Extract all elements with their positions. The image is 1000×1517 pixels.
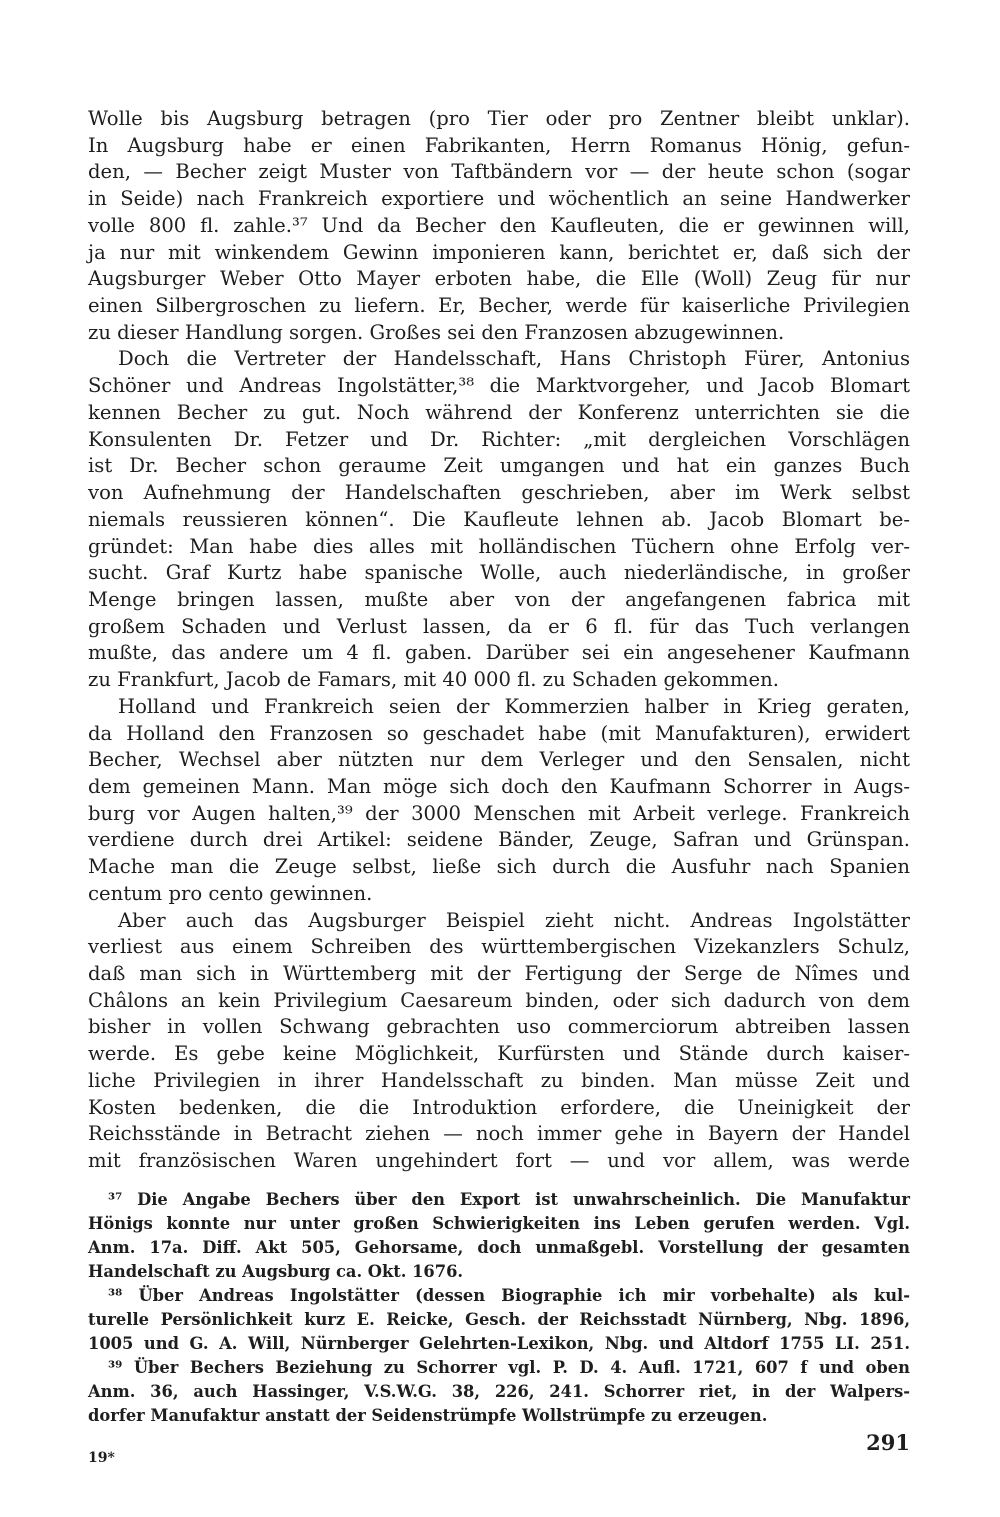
text-line: mit französischen Waren ungehindert fort — und vor allem, was werde bbox=[88, 1149, 910, 1173]
text-line: kennen Becher zu gut. Noch während der Konferenz unterrichten sie die bbox=[88, 400, 910, 424]
text-line: niemals reussieren können“. Die Kaufleute lehnen ab. Jacob Blomart be- bbox=[88, 507, 910, 531]
main-text bbox=[88, 106, 910, 1175]
text-line: Aber auch das Augsburger Beispiel zieht nicht. Andreas Ingolstätter bbox=[118, 908, 910, 932]
footnote-line: Anm. 36, auch Hassinger, V.S.W.G. 38, 226, 241. Schorrer riet, in der Walpers- bbox=[88, 1382, 910, 1401]
text-line: In Augsburg habe er einen Fabrikanten, Herrn Romanus Hönig, gefun- bbox=[88, 133, 910, 157]
text-line: centum pro cento gewinnen. bbox=[88, 881, 373, 905]
text-line: Holland und Frankreich seien der Kommerzien halber in Krieg geraten, bbox=[118, 694, 910, 718]
text-line: bisher in vollen Schwang gebrachten uso commerciorum abtreiben lassen bbox=[88, 1015, 910, 1039]
text-line: mußte, das andere um 4 fl. gaben. Darüber sei ein angesehener Kaufmann bbox=[88, 641, 910, 665]
text-line: volle 800 fl. zahle.³⁷ Und da Becher den Kaufleuten, die er gewinnen will, bbox=[88, 213, 910, 237]
text-line: werde. Es gebe keine Möglichkeit, Kurfürsten und Stände durch kaiser- bbox=[88, 1042, 910, 1066]
text-line: dem gemeinen Mann. Man möge sich doch den Kaufmann Schorrer in Augs- bbox=[88, 774, 910, 798]
footnote-line: ³⁹ Über Bechers Beziehung zu Schorrer vgl. P. D. 4. Aufl. 1721, 607 f und oben bbox=[108, 1358, 910, 1377]
text-line: in Seide) nach Frankreich exportiere und wöchentlich an seine Handwerker bbox=[88, 187, 910, 211]
text-line: ja nur mit winkendem Gewinn imponieren kann, berichtet er, daß sich der bbox=[88, 240, 910, 264]
text-line: sucht. Graf Kurtz habe spanische Wolle, auch niederländische, in großer bbox=[88, 561, 910, 585]
text-line: gründet: Man habe dies alles mit holländischen Tüchern ohne Erfolg ver- bbox=[88, 534, 910, 558]
footnote-line: 1005 und G. A. Will, Nürnberger Gelehrten-Lexikon, Nbg. und Altdorf 1755 LI. 251. bbox=[88, 1334, 910, 1353]
text-line: da Holland den Franzosen so geschadet habe (mit Manufakturen), erwidert bbox=[88, 721, 910, 745]
text-line: den, — Becher zeigt Muster von Taftbändern vor — der heute schon (sogar bbox=[88, 160, 910, 184]
text-line: Konsulenten Dr. Fetzer und Dr. Richter: „mit dergleichen Vorschlägen bbox=[88, 427, 910, 451]
footnote-line: Hönigs konnte nur unter großen Schwierigkeiten ins Leben gerufen werden. Vgl. bbox=[88, 1214, 910, 1233]
text-line: daß man sich in Württemberg mit der Fertigung der Serge de Nîmes und bbox=[88, 962, 910, 985]
footnote-line: ³⁷ Die Angabe Bechers über den Export ist unwahrscheinlich. Die Manufaktur bbox=[108, 1190, 910, 1209]
footnote-line: ³⁸ Über Andreas Ingolstätter (dessen Biographie ich mir vorbehalte) als kul- bbox=[108, 1286, 910, 1305]
text-line: Reichsstände in Betracht ziehen — noch immer gehe in Bayern der Handel bbox=[88, 1122, 910, 1146]
text-line: Doch die Vertreter der Handelsschaft, Hans Christoph Fürer, Antonius bbox=[118, 347, 910, 371]
text-line: Mache man die Zeuge selbst, ließe sich durch die Ausfuhr nach Spanien bbox=[88, 855, 910, 879]
text-line: Châlons an kein Privilegium Caesareum binden, oder sich dadurch von dem bbox=[88, 988, 910, 1012]
text-line: Kosten bedenken, die die Introduktion erfordere, die Uneinigkeit der bbox=[88, 1095, 910, 1119]
signature-mark: 19* bbox=[88, 1450, 115, 1466]
text-line: zu Frankfurt, Jacob de Famars, mit 40 000 fl. zu Schaden gekommen. bbox=[88, 668, 779, 692]
text-line: einen Silbergroschen zu liefern. Er, Becher, werde für kaiserliche Privilegien bbox=[88, 294, 910, 318]
text-line: Wolle bis Augsburg betragen (pro Tier oder pro Zentner bleibt unklar). bbox=[88, 107, 910, 130]
text-line: Schöner und Andreas Ingolstätter,³⁸ die Marktvorgeher, und Jacob Blomart bbox=[88, 374, 910, 398]
footnote-line: dorfer Manufaktur anstatt der Seidenstrümpfe Wollstrümpfe zu erzeugen. bbox=[88, 1406, 768, 1425]
footnote-line: Anm. 17a. Diff. Akt 505, Gehorsame, doch unmaßgebl. Vorstellung der gesamten bbox=[88, 1238, 910, 1257]
text-line: Becher, Wechsel aber nützten nur dem Verleger und den Sensalen, nicht bbox=[88, 748, 910, 772]
text-line: burg vor Augen halten,³⁹ der 3000 Menschen mit Arbeit verlege. Frankreich bbox=[88, 801, 910, 825]
footnotes bbox=[88, 1188, 910, 1428]
text-line: verliest aus einem Schreiben des württembergischen Vizekanzlers Schulz, bbox=[88, 935, 910, 959]
text-line: liche Privilegien in ihrer Handelsschaft zu binden. Man müsse Zeit und bbox=[88, 1068, 910, 1092]
text-line: großem Schaden und Verlust lassen, da er 6 fl. für das Tuch verlangen bbox=[88, 614, 910, 638]
text-line: verdiene durch drei Artikel: seidene Bänder, Zeuge, Safran und Grünspan. bbox=[88, 828, 910, 852]
footnote-line: turelle Persönlichkeit kurz E. Reicke, Gesch. der Reichsstadt Nürnberg, Nbg. 1896, bbox=[88, 1310, 910, 1329]
text-line: zu dieser Handlung sorgen. Großes sei den Franzosen abzugewinnen. bbox=[88, 320, 785, 344]
text-line: Augsburger Weber Otto Mayer erboten habe, die Elle (Woll) Zeug für nur bbox=[88, 267, 910, 291]
text-line: von Aufnehmung der Handelschaften geschrieben, aber im Werk selbst bbox=[88, 481, 910, 505]
page-number: 291 bbox=[866, 1430, 910, 1455]
text-line: Menge bringen lassen, mußte aber von der angefangenen fabrica mit bbox=[88, 587, 910, 611]
text-line: ist Dr. Becher schon geraume Zeit umgangen und hat ein ganzes Buch bbox=[88, 454, 910, 478]
footnote-line: Handelschaft zu Augsburg ca. Okt. 1676. bbox=[88, 1262, 464, 1281]
